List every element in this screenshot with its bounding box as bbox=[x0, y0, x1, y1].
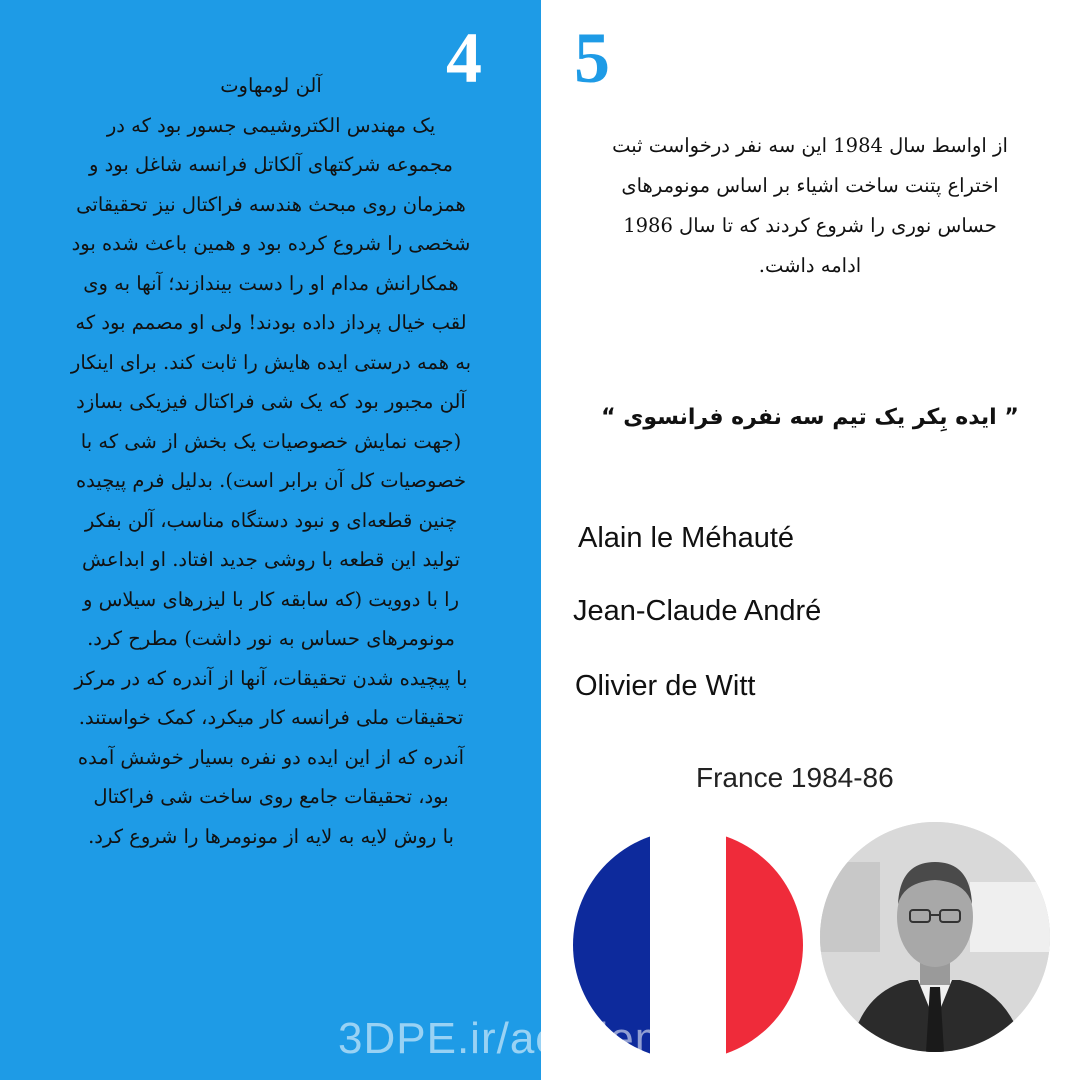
left-line: آلن مجبور بود که یک شی فراکتال فیزیکی بسازد bbox=[76, 390, 466, 413]
left-line: به همه درستی ایده هایش را ثابت کند. برای اینکار bbox=[70, 350, 472, 374]
left-line: را با دوویت (که سابقه کار با لیزرهای سیلاس و bbox=[82, 587, 460, 611]
inventor-name: Jean-Claude André bbox=[573, 595, 822, 627]
right-paragraph bbox=[560, 126, 1060, 286]
left-heading: آلن لومهاوت bbox=[220, 74, 322, 97]
left-line: یک مهندس الکتروشیمی جسور بود که در bbox=[106, 113, 436, 137]
portrait-illustration bbox=[820, 822, 1050, 1052]
inventor-name: Olivier de Witt bbox=[575, 670, 756, 702]
left-line: تولید این قطعه با روشی جدید افتاد. او ابداعش bbox=[81, 548, 461, 571]
left-line: با پیچیده شدن تحقیقات، آنها از آندره که در مرکز bbox=[74, 666, 468, 690]
left-line: مجموعه شرکتهای آلکاتل فرانسه شاغل بود و bbox=[88, 153, 453, 176]
left-line: با روش لایه به لایه از مونومرها را شروع کرد. bbox=[88, 824, 454, 848]
left-line: چنین قطعه‌ای و نبود دستگاه مناسب، آلن بفکر bbox=[84, 508, 458, 532]
left-line: (جهت نمایش خصوصیات یک بخش از شی که با bbox=[80, 429, 462, 453]
right-line: اختراع پتنت ساخت اشیاء بر اساس مونومرهای bbox=[621, 174, 999, 197]
page-number-right: 5 bbox=[574, 18, 610, 98]
watermark: 3DPE.ir/academy bbox=[338, 1014, 696, 1063]
left-line: شخصی را شروع کرده بود و همین باعث شده بود bbox=[71, 232, 471, 255]
left-line: همزمان روی مبحث هندسه فراکتال نیز تحقیقاتی bbox=[76, 192, 466, 216]
left-paragraph bbox=[14, 66, 528, 856]
left-line: لقب خیال پرداز داده بودند! ولی او مصمم بود که bbox=[75, 311, 467, 334]
portrait-photo bbox=[820, 822, 1050, 1052]
quote-title: ” ایده بِکر یک تیم سه نفره فرانسوی “ bbox=[601, 405, 1019, 430]
right-line: ادامه داشت. bbox=[758, 254, 862, 277]
right-line: از اواسط سال 1984 این سه نفر درخواست ثبت bbox=[612, 134, 1008, 157]
left-line: بود، تحقیقات جامع روی ساخت شی فراکتال bbox=[93, 785, 449, 808]
left-line: مونومرهای حساس به نور داشت) مطرح کرد. bbox=[87, 627, 455, 650]
left-line: همکارانش مدام او را دست بیندازند؛ آنها به وی bbox=[83, 271, 459, 295]
flag-red-band bbox=[726, 830, 803, 1060]
page-number-left: 4 bbox=[446, 18, 482, 98]
left-line: خصوصیات کل آن برابر است). بدلیل فرم پیچیده bbox=[75, 469, 467, 492]
origin-caption: France 1984-86 bbox=[696, 762, 894, 793]
left-line: تحقیقات ملی فرانسه کار میکرد، کمک خواستند. bbox=[78, 706, 464, 729]
inventor-name: Alain le Méhauté bbox=[578, 522, 795, 554]
left-line: آندره که از این ایده دو نفره بسیار خوشش آمده bbox=[77, 745, 465, 769]
right-line: حساس نوری را شروع کردند که تا سال 1986 bbox=[623, 214, 997, 237]
